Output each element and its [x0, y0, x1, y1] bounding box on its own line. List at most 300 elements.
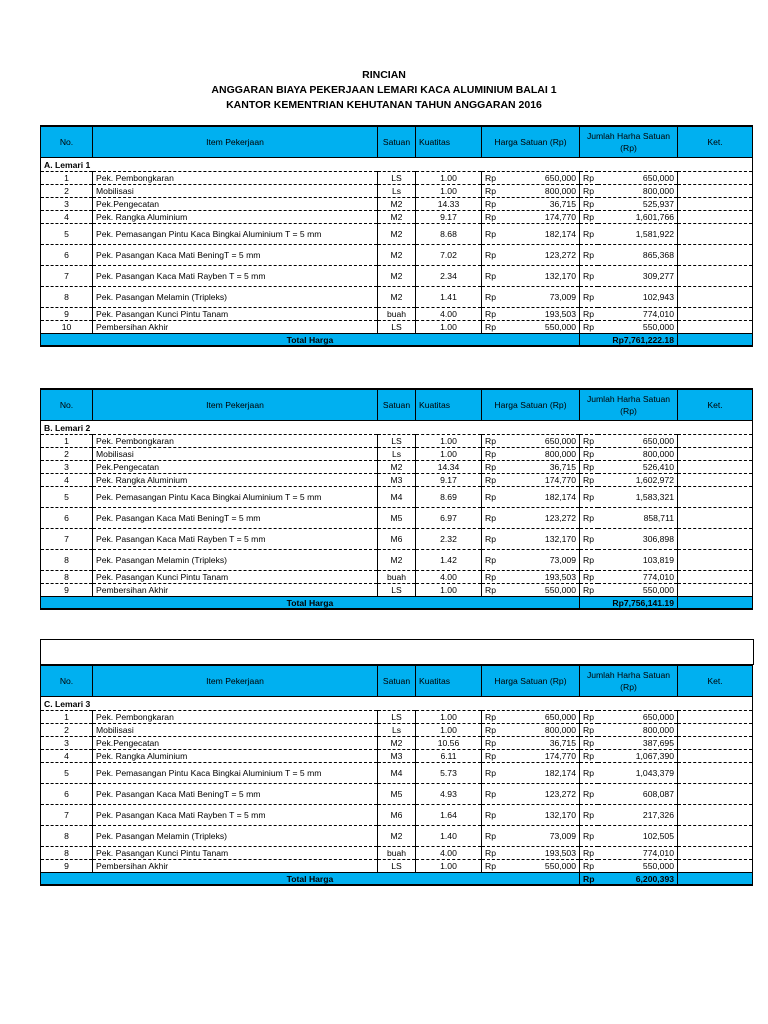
- row-item: Mobilisasi: [93, 724, 378, 737]
- row-ket: [678, 266, 753, 287]
- row-currency: Rp: [580, 571, 598, 584]
- row-ket: [678, 860, 753, 873]
- row-kuatitas: 2.34: [416, 266, 482, 287]
- row-satuan: M2: [378, 245, 416, 266]
- row-item: Pek. Pasangan Melamin (Tripleks): [93, 826, 378, 847]
- section-label: A. Lemari 1: [41, 158, 753, 172]
- row-item: Pek.Pengecatan: [93, 737, 378, 750]
- table-row: [41, 211, 753, 224]
- row-ket: [678, 784, 753, 805]
- currency-label: Rp: [485, 712, 496, 722]
- row-satuan: M6: [378, 805, 416, 826]
- row-satuan: LS: [378, 172, 416, 185]
- row-satuan: M5: [378, 784, 416, 805]
- row-harga: [482, 724, 580, 737]
- row-kuatitas: 1.41: [416, 287, 482, 308]
- currency-label: Rp: [485, 322, 496, 332]
- header-harga: Harga Satuan (Rp): [482, 126, 580, 158]
- row-kuatitas: 9.17: [416, 211, 482, 224]
- table-row: [41, 172, 753, 185]
- total-value: Rp7,756,141.19: [580, 597, 678, 610]
- row-item: Pek.Pengecatan: [93, 461, 378, 474]
- row-harga: [482, 826, 580, 847]
- row-ket: [678, 763, 753, 784]
- unit-price: 132,170: [544, 534, 576, 544]
- currency-label: Rp: [485, 751, 496, 761]
- row-jumlah: 217,326: [598, 805, 678, 826]
- row-harga: [482, 224, 580, 245]
- row-item: Pek. Pasangan Kaca Mati BeningT = 5 mm: [93, 245, 378, 266]
- header-ket: Ket.: [678, 389, 753, 421]
- empty-separator-block: [40, 639, 754, 665]
- row-jumlah: 650,000: [598, 172, 678, 185]
- table-row: [41, 245, 753, 266]
- row-jumlah: 306,898: [598, 529, 678, 550]
- row-kuatitas: 2.32: [416, 529, 482, 550]
- row-harga: [482, 461, 580, 474]
- row-ket: [678, 224, 753, 245]
- unit-price: 800,000: [544, 725, 576, 735]
- row-ket: [678, 211, 753, 224]
- table-row: [41, 724, 753, 737]
- currency-label: Rp: [485, 271, 496, 281]
- header-ket: Ket.: [678, 126, 753, 158]
- row-no: 6: [41, 508, 93, 529]
- row-no: 1: [41, 711, 93, 724]
- header-satuan: Satuan: [378, 126, 416, 158]
- row-kuatitas: 14.33: [416, 198, 482, 211]
- row-item: Pek. Pasangan Kaca Mati Rayben T = 5 mm: [93, 266, 378, 287]
- header-satuan: Satuan: [378, 389, 416, 421]
- table-row: [41, 529, 753, 550]
- row-kuatitas: 4.00: [416, 571, 482, 584]
- row-currency: Rp: [580, 737, 598, 750]
- row-jumlah: 526,410: [598, 461, 678, 474]
- row-harga: [482, 448, 580, 461]
- currency-label: Rp: [485, 462, 496, 472]
- row-item: Pek. Pasangan Kunci Pintu Tanam: [93, 847, 378, 860]
- total-row: [41, 334, 753, 347]
- total-label: Total Harga: [41, 334, 580, 347]
- row-no: 2: [41, 724, 93, 737]
- row-jumlah: 387,695: [598, 737, 678, 750]
- row-harga: [482, 245, 580, 266]
- row-currency: Rp: [580, 529, 598, 550]
- table-row: [41, 571, 753, 584]
- row-harga: [482, 487, 580, 508]
- row-jumlah: 774,010: [598, 847, 678, 860]
- row-jumlah: 102,943: [598, 287, 678, 308]
- row-currency: Rp: [580, 211, 598, 224]
- currency-label: Rp: [485, 449, 496, 459]
- row-harga: [482, 508, 580, 529]
- unit-price: 132,170: [544, 810, 576, 820]
- unit-price: 193,503: [544, 848, 576, 858]
- row-ket: [678, 198, 753, 211]
- row-item: Pek. Pembongkaran: [93, 172, 378, 185]
- unit-price: 650,000: [544, 173, 576, 183]
- row-jumlah: 774,010: [598, 308, 678, 321]
- row-no: 8: [41, 826, 93, 847]
- total-label: Total Harga: [41, 597, 580, 610]
- row-satuan: M2: [378, 224, 416, 245]
- row-no: 8: [41, 571, 93, 584]
- row-jumlah: 525,937: [598, 198, 678, 211]
- header-item: Item Pekerjaan: [93, 126, 378, 158]
- row-no: 10: [41, 321, 93, 334]
- row-harga: [482, 211, 580, 224]
- header-no: No.: [41, 126, 93, 158]
- table-row: [41, 308, 753, 321]
- row-harga: [482, 805, 580, 826]
- table-row: [41, 847, 753, 860]
- row-ket: [678, 245, 753, 266]
- row-jumlah: 102,505: [598, 826, 678, 847]
- currency-label: Rp: [485, 789, 496, 799]
- row-currency: Rp: [580, 308, 598, 321]
- row-ket: [678, 826, 753, 847]
- total-currency: Rp: [580, 873, 598, 886]
- row-ket: [678, 847, 753, 860]
- header-jumlah: Jumlah Harha Satuan (Rp): [580, 126, 678, 158]
- unit-price: 550,000: [544, 861, 576, 871]
- row-kuatitas: 8.69: [416, 487, 482, 508]
- row-ket: [678, 474, 753, 487]
- row-kuatitas: 5.73: [416, 763, 482, 784]
- unit-price: 123,272: [544, 250, 576, 260]
- row-harga: [482, 266, 580, 287]
- unit-price: 123,272: [544, 789, 576, 799]
- row-satuan: M2: [378, 198, 416, 211]
- total-label: Total Harga: [41, 873, 580, 886]
- unit-price: 193,503: [544, 572, 576, 582]
- row-currency: Rp: [580, 860, 598, 873]
- row-jumlah: 550,000: [598, 584, 678, 597]
- row-currency: Rp: [580, 435, 598, 448]
- table-row: [41, 474, 753, 487]
- row-kuatitas: 1.00: [416, 448, 482, 461]
- row-currency: Rp: [580, 448, 598, 461]
- row-item: Pembersihan Akhir: [93, 584, 378, 597]
- row-no: 6: [41, 784, 93, 805]
- row-currency: Rp: [580, 287, 598, 308]
- row-currency: Rp: [580, 826, 598, 847]
- row-harga: [482, 435, 580, 448]
- header-satuan: Satuan: [378, 665, 416, 697]
- total-row: [41, 873, 753, 886]
- row-harga: [482, 784, 580, 805]
- row-currency: Rp: [580, 550, 598, 571]
- row-item: Pembersihan Akhir: [93, 321, 378, 334]
- row-harga: [482, 763, 580, 784]
- row-satuan: buah: [378, 847, 416, 860]
- currency-label: Rp: [485, 848, 496, 858]
- row-currency: Rp: [580, 487, 598, 508]
- header-harga: Harga Satuan (Rp): [482, 665, 580, 697]
- row-satuan: Ls: [378, 448, 416, 461]
- row-ket: [678, 584, 753, 597]
- row-harga: [482, 860, 580, 873]
- row-no: 3: [41, 461, 93, 474]
- unit-price: 123,272: [544, 513, 576, 523]
- row-ket: [678, 724, 753, 737]
- row-no: 1: [41, 172, 93, 185]
- row-satuan: M3: [378, 474, 416, 487]
- currency-label: Rp: [485, 585, 496, 595]
- unit-price: 650,000: [544, 436, 576, 446]
- unit-price: 73,009: [549, 292, 576, 302]
- header-kuatitas: Kuatitas: [416, 665, 482, 697]
- table-row: [41, 266, 753, 287]
- row-item: Pek. Pasangan Kaca Mati Rayben T = 5 mm: [93, 805, 378, 826]
- total-ket: [678, 597, 753, 610]
- section-label-row: [41, 697, 753, 711]
- row-jumlah: 1,581,922: [598, 224, 678, 245]
- currency-label: Rp: [485, 861, 496, 871]
- row-ket: [678, 435, 753, 448]
- row-jumlah: 800,000: [598, 185, 678, 198]
- row-item: Pek. Pemasangan Pintu Kaca Bingkai Aluminium T = 5 mm: [93, 763, 378, 784]
- row-jumlah: 858,711: [598, 508, 678, 529]
- unit-price: 73,009: [549, 555, 576, 565]
- total-ket: [678, 334, 753, 347]
- row-jumlah: 774,010: [598, 571, 678, 584]
- row-jumlah: 309,277: [598, 266, 678, 287]
- currency-label: Rp: [485, 186, 496, 196]
- row-jumlah: 650,000: [598, 711, 678, 724]
- row-no: 4: [41, 474, 93, 487]
- header-harga: Harga Satuan (Rp): [482, 389, 580, 421]
- row-kuatitas: 4.93: [416, 784, 482, 805]
- table-row: [41, 584, 753, 597]
- row-kuatitas: 1.40: [416, 826, 482, 847]
- row-jumlah: 103,819: [598, 550, 678, 571]
- unit-price: 193,503: [544, 309, 576, 319]
- row-item: Pek. Pemasangan Pintu Kaca Bingkai Aluminium T = 5 mm: [93, 487, 378, 508]
- row-kuatitas: 1.00: [416, 435, 482, 448]
- row-harga: [482, 287, 580, 308]
- header-no: No.: [41, 665, 93, 697]
- header-kuatitas: Kuatitas: [416, 126, 482, 158]
- total-value: 6,200,393: [598, 873, 678, 886]
- row-jumlah: 800,000: [598, 724, 678, 737]
- row-item: Pek. Pasangan Kaca Mati BeningT = 5 mm: [93, 784, 378, 805]
- unit-price: 182,174: [544, 492, 576, 502]
- row-kuatitas: 1.00: [416, 172, 482, 185]
- row-harga: [482, 474, 580, 487]
- unit-price: 132,170: [544, 271, 576, 281]
- row-harga: [482, 185, 580, 198]
- row-currency: Rp: [580, 474, 598, 487]
- row-harga: [482, 550, 580, 571]
- budget-table-section-2: [40, 388, 753, 610]
- row-no: 5: [41, 224, 93, 245]
- header-item: Item Pekerjaan: [93, 665, 378, 697]
- unit-price: 36,715: [549, 738, 576, 748]
- unit-price: 650,000: [544, 712, 576, 722]
- row-no: 9: [41, 860, 93, 873]
- doc-subtitle-1: ANGGARAN BIAYA PEKERJAAN LEMARI KACA ALUMINIUM BALAI 1: [211, 84, 557, 96]
- currency-label: Rp: [485, 534, 496, 544]
- row-harga: [482, 321, 580, 334]
- row-ket: [678, 805, 753, 826]
- row-harga: [482, 172, 580, 185]
- table-row: [41, 508, 753, 529]
- row-no: 4: [41, 750, 93, 763]
- row-currency: Rp: [580, 461, 598, 474]
- row-currency: Rp: [580, 172, 598, 185]
- row-ket: [678, 185, 753, 198]
- table-row: [41, 860, 753, 873]
- row-currency: Rp: [580, 784, 598, 805]
- row-kuatitas: 1.64: [416, 805, 482, 826]
- row-no: 3: [41, 737, 93, 750]
- currency-label: Rp: [485, 810, 496, 820]
- row-item: Mobilisasi: [93, 448, 378, 461]
- table-row: [41, 763, 753, 784]
- currency-label: Rp: [485, 173, 496, 183]
- table-row: [41, 185, 753, 198]
- row-no: 3: [41, 198, 93, 211]
- currency-label: Rp: [485, 250, 496, 260]
- row-item: Pek. Pasangan Kunci Pintu Tanam: [93, 308, 378, 321]
- row-item: Pek. Pasangan Melamin (Tripleks): [93, 287, 378, 308]
- row-satuan: M2: [378, 826, 416, 847]
- header-jumlah: Jumlah Harha Satuan (Rp): [580, 389, 678, 421]
- row-currency: Rp: [580, 763, 598, 784]
- unit-price: 182,174: [544, 768, 576, 778]
- row-item: Pek. Pembongkaran: [93, 711, 378, 724]
- unit-price: 550,000: [544, 322, 576, 332]
- table-row: [41, 321, 753, 334]
- row-no: 8: [41, 287, 93, 308]
- row-ket: [678, 448, 753, 461]
- row-satuan: LS: [378, 860, 416, 873]
- row-ket: [678, 508, 753, 529]
- row-item: Pek. Rangka Aluminium: [93, 750, 378, 763]
- row-item: Pek. Pasangan Kunci Pintu Tanam: [93, 571, 378, 584]
- row-no: 5: [41, 763, 93, 784]
- row-kuatitas: 10.56: [416, 737, 482, 750]
- row-no: 4: [41, 211, 93, 224]
- row-currency: Rp: [580, 224, 598, 245]
- unit-price: 550,000: [544, 585, 576, 595]
- currency-label: Rp: [485, 725, 496, 735]
- row-ket: [678, 321, 753, 334]
- unit-price: 800,000: [544, 449, 576, 459]
- row-item: Pek.Pengecatan: [93, 198, 378, 211]
- row-kuatitas: 4.00: [416, 847, 482, 860]
- row-jumlah: 800,000: [598, 448, 678, 461]
- currency-label: Rp: [485, 436, 496, 446]
- row-satuan: M5: [378, 508, 416, 529]
- unit-price: 36,715: [549, 199, 576, 209]
- row-kuatitas: 1.00: [416, 724, 482, 737]
- row-currency: Rp: [580, 321, 598, 334]
- row-satuan: M6: [378, 529, 416, 550]
- row-ket: [678, 461, 753, 474]
- table-row: [41, 448, 753, 461]
- row-ket: [678, 571, 753, 584]
- row-ket: [678, 172, 753, 185]
- table-row: [41, 784, 753, 805]
- row-no: 1: [41, 435, 93, 448]
- total-ket: [678, 873, 753, 886]
- row-no: 7: [41, 529, 93, 550]
- currency-label: Rp: [485, 572, 496, 582]
- row-item: Pek. Pasangan Kaca Mati BeningT = 5 mm: [93, 508, 378, 529]
- row-satuan: M2: [378, 461, 416, 474]
- table-header-row: [41, 126, 753, 158]
- row-satuan: M4: [378, 487, 416, 508]
- unit-price: 73,009: [549, 831, 576, 841]
- row-no: 9: [41, 584, 93, 597]
- row-ket: [678, 711, 753, 724]
- row-jumlah: 608,087: [598, 784, 678, 805]
- unit-price: 800,000: [544, 186, 576, 196]
- row-kuatitas: 7.02: [416, 245, 482, 266]
- currency-label: Rp: [485, 309, 496, 319]
- row-item: Mobilisasi: [93, 185, 378, 198]
- row-no: 5: [41, 487, 93, 508]
- header-item: Item Pekerjaan: [93, 389, 378, 421]
- row-kuatitas: 6.97: [416, 508, 482, 529]
- row-jumlah: 1,043,379: [598, 763, 678, 784]
- row-currency: Rp: [580, 508, 598, 529]
- table-row: [41, 750, 753, 763]
- row-currency: Rp: [580, 847, 598, 860]
- row-no: 7: [41, 266, 93, 287]
- header-ket: Ket.: [678, 665, 753, 697]
- row-item: Pek. Rangka Aluminium: [93, 211, 378, 224]
- section-label-row: [41, 158, 753, 172]
- unit-price: 182,174: [544, 229, 576, 239]
- currency-label: Rp: [485, 555, 496, 565]
- table-row: [41, 711, 753, 724]
- table-row: [41, 805, 753, 826]
- row-satuan: M2: [378, 211, 416, 224]
- budget-table-section-3: [40, 664, 753, 886]
- row-kuatitas: 1.00: [416, 185, 482, 198]
- currency-label: Rp: [485, 738, 496, 748]
- section-label: C. Lemari 3: [41, 697, 753, 711]
- doc-title: RINCIAN: [362, 69, 406, 81]
- row-jumlah: 550,000: [598, 321, 678, 334]
- row-no: 8: [41, 550, 93, 571]
- row-harga: [482, 198, 580, 211]
- row-jumlah: 1,067,390: [598, 750, 678, 763]
- row-harga: [482, 529, 580, 550]
- currency-label: Rp: [485, 475, 496, 485]
- row-satuan: buah: [378, 308, 416, 321]
- row-satuan: LS: [378, 435, 416, 448]
- row-harga: [482, 737, 580, 750]
- currency-label: Rp: [485, 513, 496, 523]
- table-row: [41, 737, 753, 750]
- unit-price: 174,770: [544, 751, 576, 761]
- row-harga: [482, 847, 580, 860]
- row-item: Pek. Pasangan Melamin (Tripleks): [93, 550, 378, 571]
- table-row: [41, 487, 753, 508]
- currency-label: Rp: [485, 199, 496, 209]
- doc-subtitle-2: KANTOR KEMENTRIAN KEHUTANAN TAHUN ANGGARAN 2016: [226, 99, 542, 111]
- row-kuatitas: 14.34: [416, 461, 482, 474]
- row-harga: [482, 750, 580, 763]
- row-kuatitas: 1.00: [416, 321, 482, 334]
- row-kuatitas: 6.11: [416, 750, 482, 763]
- table-row: [41, 224, 753, 245]
- row-item: Pek. Pasangan Kaca Mati Rayben T = 5 mm: [93, 529, 378, 550]
